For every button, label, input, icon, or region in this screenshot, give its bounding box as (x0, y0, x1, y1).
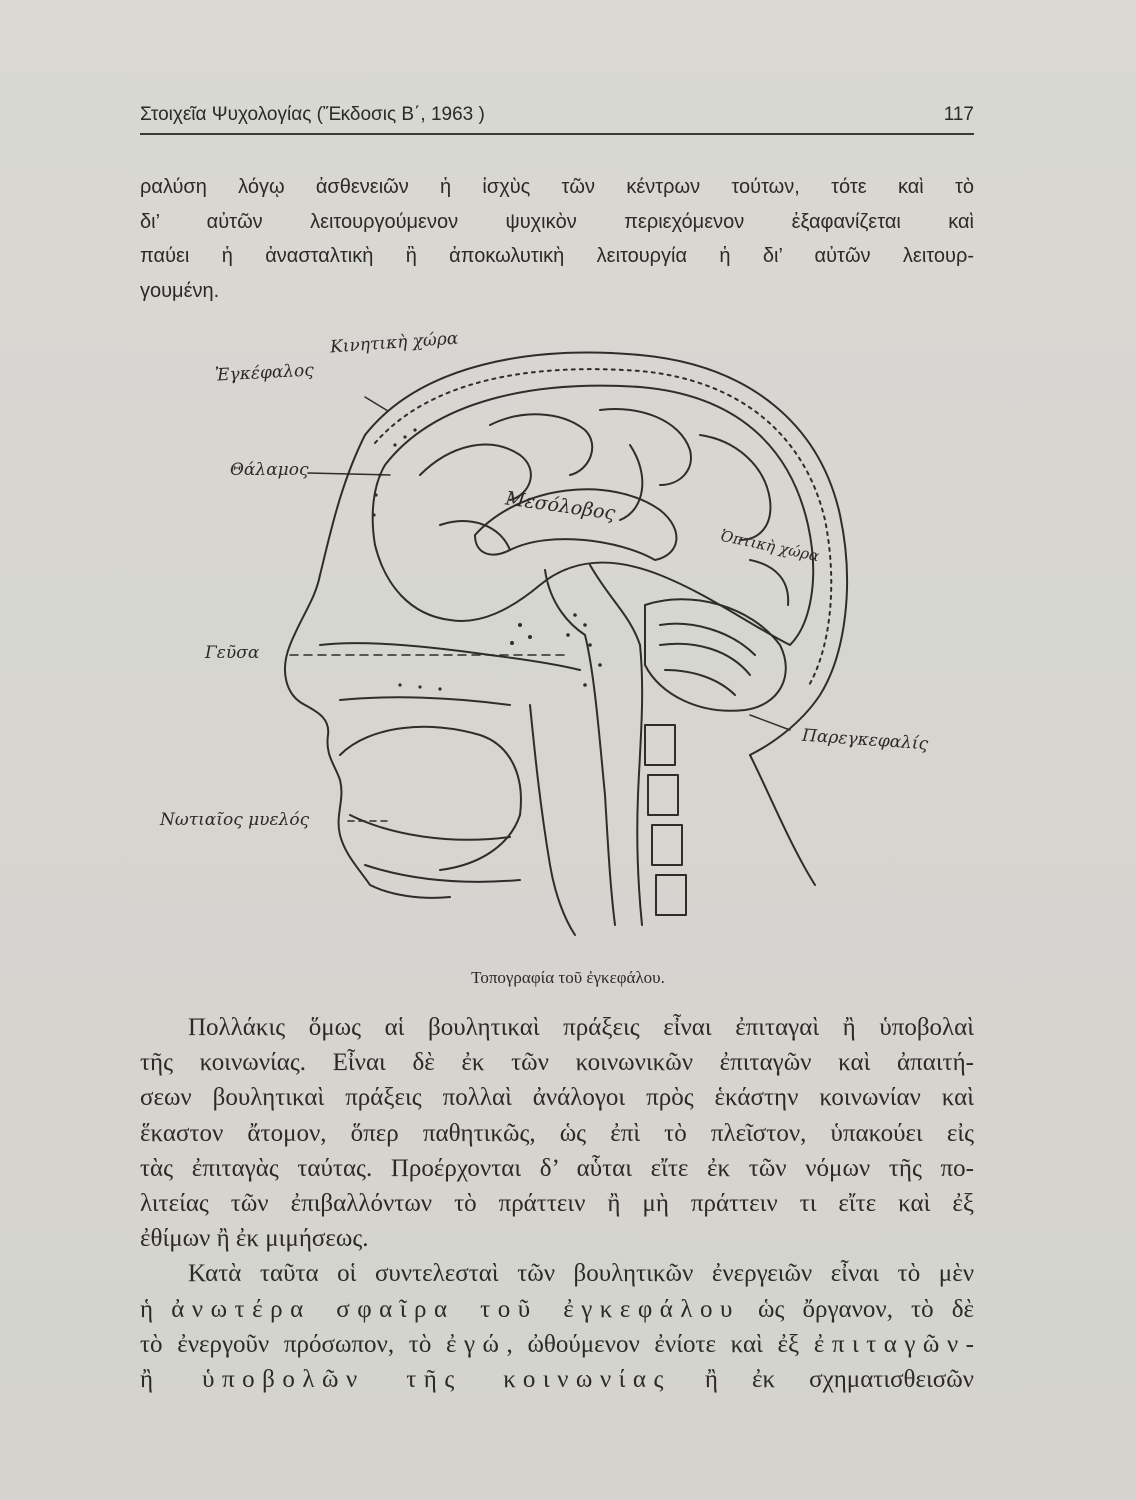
text-run: ἡ (140, 1295, 172, 1323)
header-rule (140, 133, 974, 135)
label-brain: Ἐγκέφαλος (214, 360, 315, 386)
text-run: - (965, 1330, 974, 1358)
figure-caption: Τοπογραφία τοῦ ἐγκεφάλου. (471, 968, 665, 987)
text-line: δι’ αὐτῶν λειτουργούμενον ψυχικὸν περιεχόμενον ἐξαφανίζεται καὶ (140, 210, 974, 233)
spaced-emphasis: ἐγώ (446, 1330, 507, 1358)
text-line: Κατὰ ταῦτα οἱ συντελεσταὶ τῶν βουλητικῶν ἐνεργειῶν εἶναι τὸ μὲν (188, 1260, 974, 1288)
label-spinal-cord: Νωτιαῖος μυελός (160, 810, 310, 830)
text-line (140, 1362, 974, 1397)
text-line: ἕκαστον ἄτομον, ὅπερ παθητικῶς, ὡς ἐπὶ τὸ πλεῖστον, ὑπακούει εἰς (140, 1119, 974, 1147)
page-number: 117 (943, 104, 974, 125)
text-line: ἐθίμων ἢ ἐκ μιμήσεως. (140, 1225, 369, 1253)
text-run: ὡς ὄργανον, τὸ δὲ (739, 1295, 974, 1323)
text-line: τῆς κοινωνίας. Εἶναι δὲ ἐκ τῶν κοινωνικῶν ἐπιταγῶν καὶ ἀπαιτή- (140, 1049, 974, 1077)
spaced-emphasis: ἀνωτέρα σφαῖρα τοῦ ἐγκεφάλου (171, 1295, 740, 1323)
main-text (140, 1010, 974, 1397)
text-line (140, 1292, 974, 1327)
spaced-emphasis: ἐπιταγῶν (813, 1330, 966, 1358)
text-line: λιτείας τῶν ἐπιβαλλόντων τὸ πράττειν ἢ μὴ πράττειν τι εἴτε καὶ ἐξ (140, 1190, 974, 1218)
spaced-emphasis: ἢ ὑποβολῶν τῆς κοινωνίας (140, 1366, 671, 1394)
text-line: τὰς ἐπιταγὰς ταύτας. Προέρχονται δ’ αὗται εἴτε ἐκ τῶν νόμων τῆς πο- (140, 1154, 974, 1182)
text-run: ἢ ἐκ σχηματισθεισῶν (670, 1366, 974, 1394)
label-motor-area: Κινητικὴ χώρα (329, 328, 459, 358)
label-taste: Γεῦσα (205, 643, 260, 663)
label-thalamus: Θάλαμος (230, 460, 309, 480)
text-run: τὸ ἐνεργοῦν πρόσωπον, τὸ (140, 1330, 446, 1358)
label-cerebellum: Παρεγκεφαλίς (801, 725, 929, 755)
text-line: παύει ἡ ἀνασταλτικὴ ἢ ἀποκωλυτικὴ λειτουργία ἡ δι’ αὐτῶν λειτουρ- (140, 245, 974, 267)
text-line: Πολλάκις ὅμως αἱ βουλητικαὶ πράξεις εἶναι ἐπιταγαὶ ἢ ὑποβολαὶ (188, 1014, 974, 1041)
text-line: ραλύση λόγῳ ἀσθενειῶν ἡ ἰσχὺς τῶν κέντρων τούτων, τότε καὶ τὸ (140, 176, 974, 198)
text-run: , ὠθούμενον ἐνίοτε καὶ ἐξ (506, 1330, 814, 1358)
text-line: σεων βουλητικαὶ πράξεις πολλαὶ ἀνάλογοι πρὸς ἑκάστην κοινωνίαν καὶ (140, 1084, 974, 1112)
label-optic-area: Ὀπτικὴ χώρα (719, 526, 821, 566)
brain-sagittal-illustration (190, 325, 970, 955)
text-line (140, 1327, 974, 1362)
header-title: Στοιχεῖα Ψυχολογίας (Ἔκδοσις Β΄, 1963 ) (140, 104, 485, 125)
running-header (140, 100, 974, 134)
intro-paragraph (140, 170, 974, 308)
text-line: γουμένη. (140, 279, 220, 302)
brain-figure (160, 325, 970, 955)
label-mesolobus: Μεσόλοβος (504, 487, 617, 525)
